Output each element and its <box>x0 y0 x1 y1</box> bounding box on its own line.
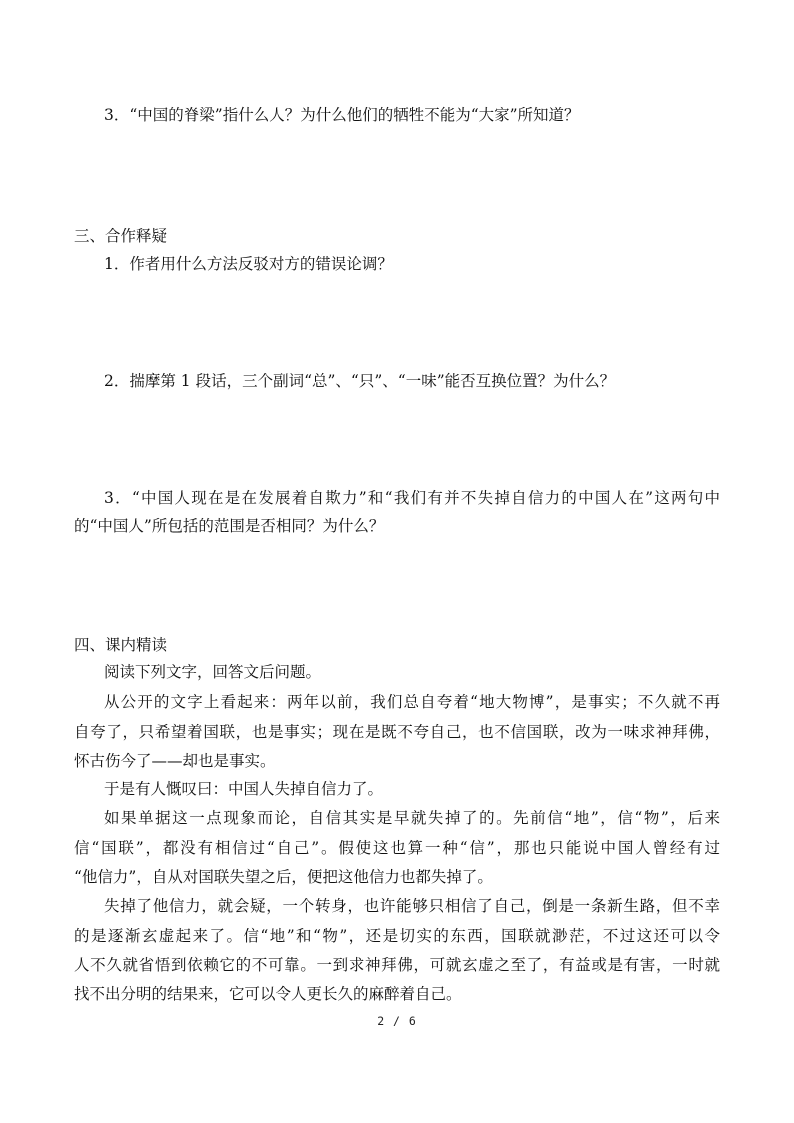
passage-p3-line-1: 如果单据这一点现象而论，自信其实是早就失掉了的。先前信“地”，信“物”，后来 <box>104 809 720 827</box>
passage-p3-line-2: 信“国联”，都没有相信过“自己”。假使这也算一种“信”，那也只能说中国人曾经有过 <box>74 839 720 857</box>
section-4-instruction: 阅读下列文字，回答文后问题。 <box>104 663 322 681</box>
passage-p3-line-3: “他信力”，自从对国联失望之后，便把这他信力也都失掉了。 <box>74 868 493 886</box>
passage-p4-line-2: 的是逐渐玄虚起来了。信“地”和“物”，还是切实的东西，国联就渺茫，不过这还可以令 <box>74 927 720 945</box>
section-3-question-1: 1．作者用什么方法反驳对方的错误论调？ <box>104 255 393 273</box>
section-3-question-2: 2．揣摩第 1 段话，三个副词“总”、“只”、“一味”能否互换位置？为什么？ <box>104 372 616 390</box>
section-3-question-3-line-2: 的“中国人”所包括的范围是否相同？为什么？ <box>74 517 385 535</box>
passage-p1-line-1: 从公开的文字上看起来：两年以前，我们总自夸着“地大物博”，是事实；不久就不再 <box>104 693 720 711</box>
passage-p4-line-1: 失掉了他信力，就会疑，一个转身，也许能够只相信了自己，倒是一条新生路，但不幸 <box>104 897 720 915</box>
passage-p1-line-3: 怀古伤今了——却也是事实。 <box>74 752 276 770</box>
section-3-heading: 三、合作释疑 <box>74 227 168 245</box>
passage-p4-line-3: 人不久就省悟到依赖它的不可靠。一到求神拜佛，可就玄虚之至了，有益或是有害，一时就 <box>74 956 720 974</box>
passage-p2: 于是有人慨叹曰：中国人失掉自信力了。 <box>104 780 384 798</box>
section-3-question-3-line-1: 3．“中国人现在是在发展着自欺力”和“我们有并不失掉自信力的中国人在”这两句中 <box>104 489 720 507</box>
passage-p4-line-4: 找不出分明的结果来，它可以令人更长久的麻醉着自己。 <box>74 985 462 1003</box>
page-number: 2 / 6 <box>377 1014 417 1028</box>
question-3-top: 3．“中国的脊梁”指什么人？为什么他们的牺牲不能为“大家”所知道？ <box>104 106 580 124</box>
section-4-heading: 四、课内精读 <box>74 636 168 654</box>
passage-p1-line-2: 自夸了，只希望着国联，也是事实；现在是既不夸自己，也不信国联，改为一味求神拜佛， <box>74 723 720 741</box>
